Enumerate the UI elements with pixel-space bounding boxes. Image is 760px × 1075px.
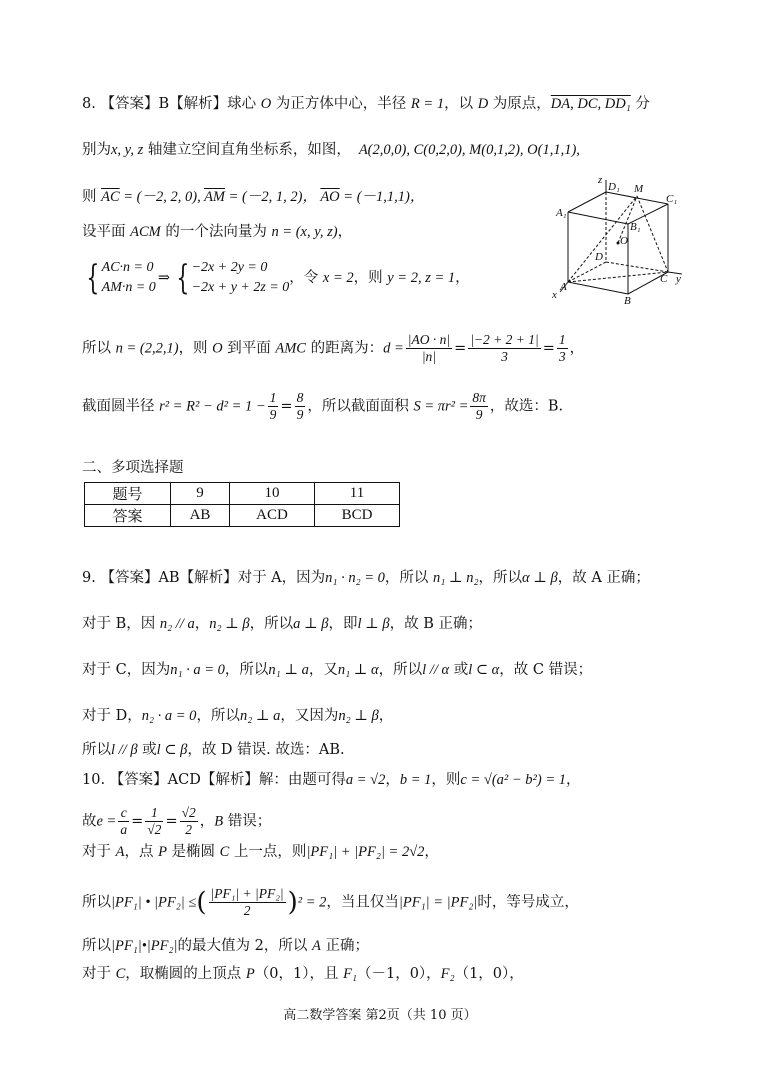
q9-text: ，故 B 正确； <box>389 616 483 632</box>
q8-text: 8. 【答案】B【解析】球心 <box>82 96 261 112</box>
q9-text: 或 <box>137 742 157 758</box>
label-A: A <box>560 281 567 293</box>
hidden-edge <box>606 262 668 272</box>
math: ² = 2 <box>297 894 327 911</box>
label-z: z <box>598 174 603 186</box>
q10-text: 所以 <box>82 894 111 911</box>
q8-text: 分 <box>630 96 650 112</box>
q9-text: ，所以 <box>384 570 434 586</box>
q10-text: 故 <box>82 813 97 830</box>
denominator: 3 <box>558 349 566 364</box>
q10-text: （1，0）， <box>454 966 524 982</box>
q8-text: 设平面 <box>82 224 131 240</box>
q8-line7: 截面圆半径 r² = R² − d² = 1 − $\frac{1}{9}$ = $\frac{8}{9}$ ，所以截面面积 S = πr² = $\frac{8\pi}{9}$ ，故选：B. <box>82 390 564 422</box>
label-D1: D₁ <box>608 181 620 193</box>
fraction <box>268 390 279 423</box>
fraction <box>295 390 306 423</box>
label-C1: C₁ <box>666 193 678 205</box>
math: y = 2, z = 1 <box>387 270 456 286</box>
q10-line5 <box>82 936 369 956</box>
table-cell: 10 <box>230 483 315 505</box>
numerator: 1 <box>558 332 566 347</box>
q10-text: 对于 <box>82 844 116 860</box>
math: l ⊂ β <box>156 742 188 758</box>
math: l // α <box>422 662 450 678</box>
label-y: y <box>676 273 681 285</box>
section-title: 二、多项选择题 <box>82 460 184 476</box>
q8-text: ，则 <box>178 340 213 357</box>
q8-text: 的一个法向量为 <box>160 224 272 240</box>
q8-text: ，令 <box>289 270 323 286</box>
q8-text: 则 <box>82 189 102 205</box>
numerator: 1 <box>145 805 163 822</box>
table-row <box>85 483 400 505</box>
cube-diagram <box>548 174 688 304</box>
q9-text: ，所以 <box>378 662 423 678</box>
label-D: D <box>595 251 603 263</box>
math: S = πr² = <box>413 398 469 415</box>
q9-text: ，又 <box>308 662 338 678</box>
q9-text: ，故 D 错误. 故选：AB. <box>187 742 345 758</box>
q8-text: 到平面 <box>222 340 276 357</box>
implies-symbol: ⇒ <box>157 270 170 286</box>
label-A1: A₁ <box>556 207 567 219</box>
fraction <box>406 332 452 365</box>
math: B <box>214 813 224 830</box>
math: n₁ · a = 0 <box>170 662 225 678</box>
hidden-edge <box>637 196 668 272</box>
fraction <box>145 805 163 838</box>
math: x, y, z <box>111 142 144 158</box>
q8-line4 <box>82 222 352 242</box>
q9-text: 所以 <box>82 742 111 758</box>
math: AMC <box>275 340 306 357</box>
q10-line3 <box>82 842 439 862</box>
math: O <box>260 96 272 112</box>
label-M: M <box>634 183 644 195</box>
math: l // β <box>111 742 138 758</box>
math: a = √2 <box>345 772 386 788</box>
q9-line1 <box>82 568 650 588</box>
table-cell: ACD <box>230 505 315 527</box>
math: c = √(a² − b²) = 1 <box>460 772 567 788</box>
q8-text: ， <box>569 340 585 357</box>
math-vector: $\overline{AC}$ <box>101 189 120 205</box>
numerator: |−2 + 2 + 1| <box>470 332 539 347</box>
math: d = <box>383 340 404 357</box>
numerator: |PF₁| + |PF₂| <box>210 886 284 901</box>
math: b = 1 <box>399 772 432 788</box>
math: n₁ ⊥ α <box>337 662 379 678</box>
paren-close: ) <box>287 887 298 918</box>
math: |PF₁| • |PF₂| ≤ <box>111 894 197 911</box>
denominator: 9 <box>296 407 304 422</box>
numerator: c <box>118 805 129 822</box>
q10-line6 <box>82 964 524 984</box>
math: = (－2, 1, 2)， <box>225 189 321 205</box>
q10-line4 <box>82 886 579 919</box>
numerator: √2 <box>181 805 196 820</box>
q10-text: ， <box>199 813 215 830</box>
math: r² = R² − d² = 1 − <box>159 398 266 415</box>
math: R = 1 <box>410 96 445 112</box>
math: F₂ <box>440 966 455 982</box>
edge <box>568 282 628 294</box>
numerator: 1 <box>269 390 277 405</box>
q9-text: ，所以 <box>478 570 522 586</box>
q8-line1 <box>82 94 650 114</box>
paren-open: ( <box>196 887 207 918</box>
q8-line5 <box>82 258 470 298</box>
brace-symbol: { <box>176 258 190 298</box>
q10-text: 错误； <box>223 813 272 830</box>
q10-text: 对于 <box>82 966 116 982</box>
math: |PF₁|•|PF₂| <box>111 938 178 954</box>
fraction <box>180 805 198 838</box>
q9-text: ，故 A 正确； <box>557 570 650 586</box>
math: n₂ · a = 0 <box>141 708 197 724</box>
table-cell: 11 <box>315 483 400 505</box>
table-cell: 9 <box>171 483 230 505</box>
q10-text: ，点 <box>124 844 159 860</box>
math-points: A(2,0,0), C(0,2,0), M(0,1,2), O(1,1,1), <box>358 142 580 158</box>
math: e = <box>96 813 117 830</box>
math: n₂ // a <box>159 616 195 632</box>
fraction <box>470 390 488 423</box>
label-C: C <box>660 273 668 285</box>
q10-text: ， <box>424 844 439 860</box>
q10-text: 的最大值为 2，所以 <box>177 938 312 954</box>
q9-text: 对于 D， <box>82 708 142 724</box>
math: n₂ ⊥ β <box>338 708 379 724</box>
math: = (－1,1,1)， <box>339 189 425 205</box>
q9-text: ，所以 <box>196 708 240 724</box>
math: α ⊥ β <box>521 570 558 586</box>
q8-line3 <box>82 187 424 207</box>
math: n₁ ⊥ a <box>268 662 309 678</box>
label-B: B <box>624 295 631 304</box>
q9-line4 <box>82 706 393 726</box>
denominator: a <box>120 822 128 837</box>
q10-text: 所以 <box>82 938 111 954</box>
q10-text: ，当且仅当 <box>326 894 399 911</box>
math: l ⊥ β <box>357 616 390 632</box>
math: = (－2, 2, 0), <box>119 189 205 205</box>
q8-line6: 所以 n = (2,2,1)，则 O 到平面 AMC 的距离为：d = $\frac{|AO \cdot n|}{|n|}$ = $\frac{|-2 + 2 + 1|}{3}$ = $\frac{1}{3}$ ， <box>82 332 585 364</box>
fraction <box>468 332 541 365</box>
brace-symbol: { <box>86 258 100 298</box>
denominator: 2 <box>243 903 251 918</box>
math: n₂ ⊥ a <box>239 708 281 724</box>
q9-text: ，故 C 错误； <box>499 662 593 678</box>
q9-text: 对于 C，因为 <box>82 662 171 678</box>
q8-line2 <box>82 140 580 160</box>
q10-line1 <box>82 770 581 790</box>
math: ACM <box>130 224 161 240</box>
math: A <box>115 844 125 860</box>
q8-text: 别为 <box>82 142 111 158</box>
label-B1: B₁ <box>630 221 641 233</box>
q9-text: 9. 【答案】AB【解析】对于 A，因为 <box>82 570 326 586</box>
denominator: √2 <box>147 822 162 837</box>
math-vectors: DA, DC, DD₁ <box>550 96 631 112</box>
math: n = (x, y, z) <box>271 224 338 240</box>
math: P <box>245 966 255 982</box>
label-O: O <box>620 235 628 247</box>
q10-text: 正确； <box>320 938 369 954</box>
denominator: 2 <box>185 822 193 837</box>
q9-line3 <box>82 660 592 680</box>
math: x = 2 <box>322 270 354 286</box>
q8-text: ， <box>337 224 353 240</box>
math: O <box>212 340 223 357</box>
math: −2x + y + 2z = 0 <box>191 280 290 295</box>
math: l ⊂ α <box>468 662 500 678</box>
math: F₁ <box>343 966 357 982</box>
math: D <box>477 96 489 112</box>
denominator: |n| <box>421 349 436 364</box>
denominator: 9 <box>269 407 277 422</box>
math: n = (2,2,1) <box>115 340 179 357</box>
fraction <box>209 886 286 919</box>
q10-text: 时，等号成立， <box>477 894 579 911</box>
q10-text: 上一点，则 <box>229 844 307 860</box>
numerator: 8π <box>472 390 486 405</box>
q10-text: 是椭圆 <box>166 844 220 860</box>
math: n₁ ⊥ n₂ <box>433 570 479 586</box>
table-cell: AB <box>171 505 230 527</box>
math: C <box>115 966 126 982</box>
q10-text: ， <box>385 772 400 788</box>
denominator: 3 <box>501 349 508 364</box>
q10-line2: 故e = $\frac{c}{a}$ = $\frac{1}{√2}$ = $\frac{√2}{2}$ ，B 错误； <box>82 805 272 837</box>
math: AC·n = 0 <box>101 260 154 275</box>
math-vector: $\overline{AO}$ <box>320 189 340 205</box>
page-footer: 高二数学答案 第2页（共 10 页） <box>283 1008 477 1023</box>
q9-text: ，所以 <box>224 662 269 678</box>
q10-text: 10. 【答案】ACD【解析】解：由题可得 <box>82 772 346 788</box>
math: n₁ · n₂ = 0 <box>325 570 385 586</box>
q8-text: ，以 <box>444 96 478 112</box>
q10-text: （0，1），且 <box>254 966 344 982</box>
q10-text: ，则 <box>431 772 461 788</box>
q9-text: 或 <box>449 662 469 678</box>
q9-text: ，所以 <box>249 616 294 632</box>
math: |PF₁| = |PF₂| <box>398 894 478 911</box>
answer-table <box>84 482 400 527</box>
q10-text: ， <box>566 772 581 788</box>
q8-text: ， <box>455 270 470 286</box>
table-header-cell: 答案 <box>85 505 171 527</box>
numerator: 8 <box>296 390 304 405</box>
q9-line2 <box>82 614 482 634</box>
math: AM·n = 0 <box>101 280 156 295</box>
math: A <box>312 938 321 954</box>
q8-text: 轴建立空间直角坐标系，如图， <box>143 142 351 158</box>
table-row <box>85 505 400 527</box>
math: −2x + 2y = 0 <box>191 260 268 275</box>
numerator: |AO · n| <box>407 332 451 347</box>
q8-text: ，则 <box>353 270 388 286</box>
q9-text: ， <box>378 708 394 724</box>
math: |PF₁| + |PF₂| = 2√2 <box>306 844 425 860</box>
table-cell: BCD <box>315 505 400 527</box>
q9-text: ， <box>194 616 210 632</box>
edge <box>568 192 606 212</box>
math: n₂ ⊥ β <box>209 616 250 632</box>
q8-text: 为正方体中心，半径 <box>271 96 411 112</box>
q10-text: （－1，0）， <box>356 966 441 982</box>
table-header-cell: 题号 <box>85 483 171 505</box>
denominator: 9 <box>475 407 483 422</box>
q8-text: ，故选：B. <box>489 398 564 415</box>
fraction <box>118 805 129 838</box>
q10-text: ，取椭圆的上顶点 <box>125 966 246 982</box>
q8-text: 所以 <box>82 340 116 357</box>
label-x: x <box>552 289 557 301</box>
q8-text: 截面圆半径 <box>82 398 160 415</box>
q8-text: 为原点， <box>488 96 551 112</box>
math: C <box>219 844 230 860</box>
q9-text: 对于 B，因 <box>82 616 160 632</box>
math-vector: $\overline{AM}$ <box>204 189 226 205</box>
q9-text: ，又因为 <box>280 708 339 724</box>
math: P <box>158 844 167 860</box>
equation-system-2 <box>192 258 290 298</box>
q9-line5 <box>82 740 345 760</box>
fraction <box>557 332 568 365</box>
q8-text: ，所以截面面积 <box>307 398 414 415</box>
q8-text: 的距离为： <box>305 340 384 357</box>
q9-text: ，即 <box>328 616 358 632</box>
equation-system-1 <box>102 258 156 298</box>
math: a ⊥ β <box>293 616 329 632</box>
